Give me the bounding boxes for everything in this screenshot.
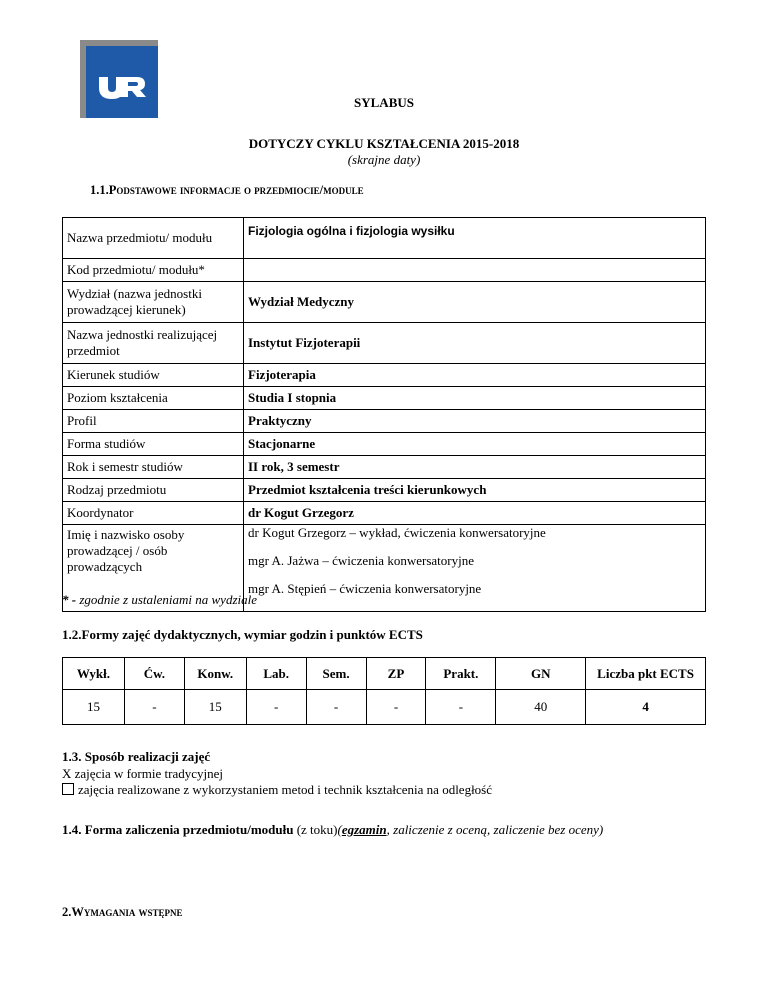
table-row [63, 410, 706, 433]
table-row [63, 433, 706, 456]
table-row [63, 259, 706, 282]
info-label: Poziom kształcenia [63, 387, 244, 410]
column-header: Wykł. [63, 658, 125, 690]
section-1-4-title: 1.4. Forma zaliczenia przedmiotu/modułu [62, 822, 294, 837]
table-row [63, 502, 706, 525]
info-value: Praktyczny [244, 410, 706, 433]
info-label: Nazwa przedmiotu/ modułu [63, 218, 244, 259]
table-cell: 15 [63, 690, 125, 725]
table-cell: 40 [496, 690, 586, 725]
info-value: Instytut Fizjoterapii [244, 323, 706, 364]
section-1-4-paren: (z toku) [296, 822, 338, 837]
info-value: Przedmiot kształcenia treści kierunkowych [244, 479, 706, 502]
document-title: SYLABUS [354, 95, 414, 110]
table-row [63, 218, 706, 259]
table-row [63, 282, 706, 323]
info-value: Wydział Medyczny [244, 282, 706, 323]
checked-mark-icon: X [62, 766, 72, 781]
table-header-row [63, 658, 706, 690]
info-label: Nazwa jednostki realizującej przedmiot [63, 323, 244, 364]
realization-option-remote [62, 782, 492, 798]
info-value: Stacjonarne [244, 433, 706, 456]
table-row [63, 364, 706, 387]
teachers-value [244, 525, 706, 612]
info-label: Kierunek studiów [63, 364, 244, 387]
section-1-4-paren-open: ( [337, 822, 342, 837]
table-cell: - [306, 690, 366, 725]
table-cell: - [366, 690, 426, 725]
section-2-number: 2. [62, 905, 72, 919]
cycle-title: DOTYCZY CYKLU KSZTAŁCENIA 2015-2018 [248, 136, 520, 151]
info-value: Fizjologia ogólna i fizjologia wysiłku [244, 218, 706, 259]
teacher-line: dr Kogut Grzegorz – wykład, ćwiczenia konwersatoryjne [248, 525, 546, 540]
info-label: Koordynator [63, 502, 244, 525]
info-label: Profil [63, 410, 244, 433]
teachers-label: Imię i nazwisko osoby prowadzącej / osób prowadzących [63, 525, 244, 612]
column-header: Sem. [306, 658, 366, 690]
table-cell: 4 [586, 690, 706, 725]
info-label: Forma studiów [63, 433, 244, 456]
info-value: II rok, 3 semestr [244, 456, 706, 479]
section-1-4-rest: , zaliczenie z oceną, zaliczenie bez oceny) [386, 822, 604, 837]
footnote-mark: * - [62, 592, 77, 607]
table-row [63, 479, 706, 502]
section-2-title: Wymagania wstępne [71, 905, 183, 919]
checkbox-empty-icon [62, 783, 74, 795]
section-2-heading [62, 905, 183, 920]
column-header: Konw. [184, 658, 246, 690]
table-row [63, 387, 706, 410]
table-row [63, 690, 706, 725]
forms-hours-table [62, 657, 706, 725]
table-row [63, 323, 706, 364]
section-1-3-heading: 1.3. Sposób realizacji zajęć [62, 749, 211, 764]
option-label: zajęcia w formie tradycyjnej [74, 766, 223, 781]
teacher-line: mgr A. Jażwa – ćwiczenia konwersatoryjne [248, 553, 474, 568]
table-cell: - [246, 690, 306, 725]
column-header: Lab. [246, 658, 306, 690]
table-cell: - [124, 690, 184, 725]
info-label: Kod przedmiotu/ modułu* [63, 259, 244, 282]
column-header: GN [496, 658, 586, 690]
footnote [62, 592, 257, 608]
option-label: zajęcia realizowane z wykorzystaniem metod i technik kształcenia na odległość [78, 782, 493, 797]
info-value: Fizjoterapia [244, 364, 706, 387]
info-value [244, 259, 706, 282]
cycle-note: (skrajne daty) [347, 152, 421, 167]
section-1-1-number: 1.1. [90, 183, 109, 197]
section-1-1-heading [90, 183, 364, 198]
section-1-2-heading: 1.2.Formy zajęć dydaktycznych, wymiar godzin i punktów ECTS [62, 627, 423, 642]
info-value: dr Kogut Grzegorz [244, 502, 706, 525]
column-header: Ćw. [124, 658, 184, 690]
exam-option: egzamin [341, 822, 387, 837]
column-header: ZP [366, 658, 426, 690]
table-cell: 15 [184, 690, 246, 725]
column-header: Prakt. [426, 658, 496, 690]
section-1-4-heading [62, 822, 603, 838]
teacher-line: mgr A. Stępień – ćwiczenia konwersatoryjne [248, 581, 482, 596]
info-label: Rok i semestr studiów [63, 456, 244, 479]
table-row [63, 456, 706, 479]
table-cell: - [426, 690, 496, 725]
column-header: Liczba pkt ECTS [586, 658, 706, 690]
info-value: Studia I stopnia [244, 387, 706, 410]
footnote-text: zgodnie z ustaleniami na wydziale [79, 592, 258, 607]
section-1-1-title: Podstawowe informacje o przedmiocie/module [108, 183, 364, 197]
realization-option-traditional [62, 766, 223, 782]
info-label: Wydział (nazwa jednostki prowadzącej kierunek) [63, 282, 244, 323]
course-info-table [62, 217, 706, 612]
info-label: Rodzaj przedmiotu [63, 479, 244, 502]
